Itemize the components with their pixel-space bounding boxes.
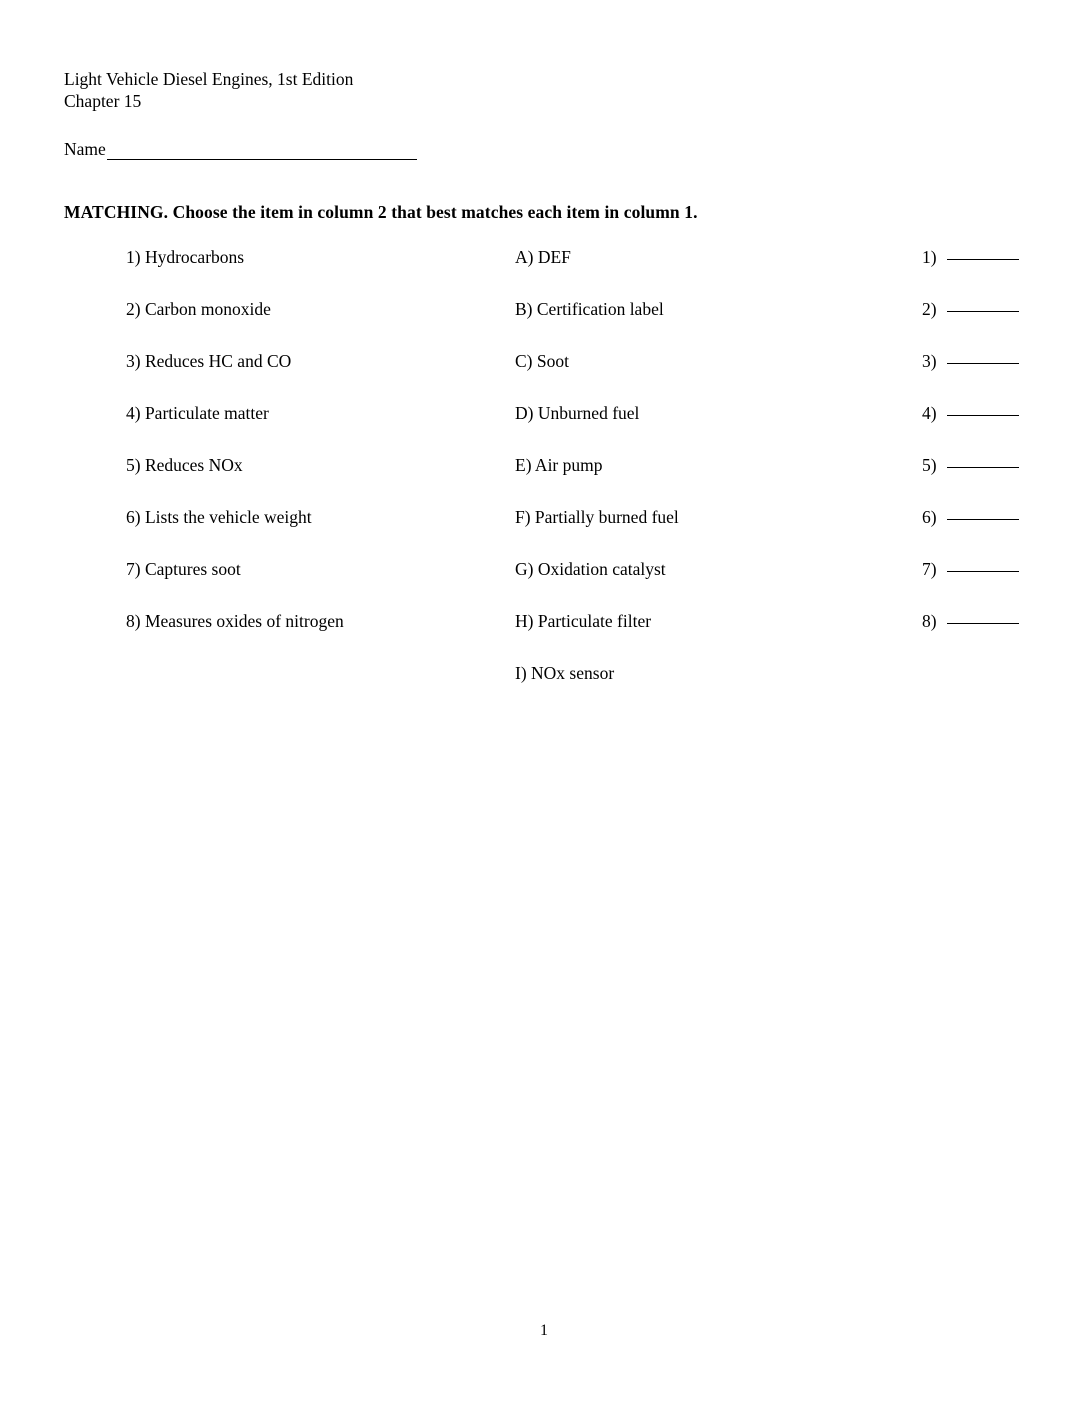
answer-number: 8) — [922, 610, 937, 631]
matching-row — [64, 403, 1024, 455]
matching-row — [64, 455, 1024, 507]
answer-blank-line[interactable] — [947, 362, 1019, 364]
answer-number: 2) — [922, 298, 937, 319]
name-label: Name — [64, 138, 106, 159]
matching-row — [64, 559, 1024, 611]
answer-number: 6) — [922, 506, 937, 527]
column2-item: B) Certification label — [515, 298, 664, 319]
answer-blank-line[interactable] — [947, 466, 1019, 468]
matching-instructions: MATCHING. Choose the item in column 2 that best matches each item in column 1. — [64, 201, 698, 222]
column2-item: H) Particulate filter — [515, 610, 652, 631]
answer-number: 1) — [922, 246, 937, 267]
answer-slot — [854, 455, 1024, 476]
matching-row — [64, 247, 1024, 299]
answer-slot — [854, 403, 1024, 424]
column1-item: 3) Reduces HC and CO — [126, 350, 292, 371]
column2-item: E) Air pump — [515, 454, 603, 475]
answer-blank-line[interactable] — [947, 414, 1019, 416]
answer-blank-line[interactable] — [947, 310, 1019, 312]
matching-row — [64, 611, 1024, 663]
matching-row — [64, 507, 1024, 559]
document-title: Light Vehicle Diesel Engines, 1st Edition — [64, 69, 354, 89]
column2-item: I) NOx sensor — [515, 662, 615, 683]
answer-slot — [854, 507, 1024, 528]
column1-item: 4) Particulate matter — [126, 402, 269, 423]
answer-slot — [854, 299, 1024, 320]
matching-section — [64, 247, 1024, 715]
column2-item: F) Partially burned fuel — [515, 506, 679, 527]
column2-item: A) DEF — [515, 246, 571, 267]
answer-number: 5) — [922, 454, 937, 475]
column1-item: 8) Measures oxides of nitrogen — [126, 610, 344, 631]
column2-item: D) Unburned fuel — [515, 402, 640, 423]
answer-slot — [854, 247, 1024, 268]
name-field-row — [64, 139, 1024, 160]
column1-item: 6) Lists the vehicle weight — [126, 506, 312, 527]
answer-number: 7) — [922, 558, 937, 579]
document-chapter: Chapter 15 — [64, 91, 142, 112]
matching-row — [64, 351, 1024, 403]
answer-slot-empty — [854, 663, 1024, 715]
answer-slot — [854, 611, 1024, 632]
answer-number: 4) — [922, 402, 937, 423]
answer-blank-line[interactable] — [947, 622, 1019, 624]
column2-item: G) Oxidation catalyst — [515, 558, 666, 579]
answer-slot — [854, 559, 1024, 580]
answer-slot — [854, 351, 1024, 372]
page-number: 1 — [540, 1322, 548, 1339]
name-input-line[interactable] — [107, 144, 417, 160]
document-header — [64, 68, 1024, 113]
column1-item: 1) Hydrocarbons — [126, 246, 245, 267]
answer-blank-line[interactable] — [947, 518, 1019, 520]
column1-item: 2) Carbon monoxide — [126, 298, 271, 319]
answer-blank-line[interactable] — [947, 258, 1019, 260]
answer-blank-line[interactable] — [947, 570, 1019, 572]
matching-row-extra — [64, 663, 1024, 715]
column2-item: C) Soot — [515, 350, 569, 371]
column1-item: 7) Captures soot — [126, 558, 241, 579]
answer-number: 3) — [922, 350, 937, 371]
column1-item: 5) Reduces NOx — [126, 454, 243, 475]
matching-row — [64, 299, 1024, 351]
